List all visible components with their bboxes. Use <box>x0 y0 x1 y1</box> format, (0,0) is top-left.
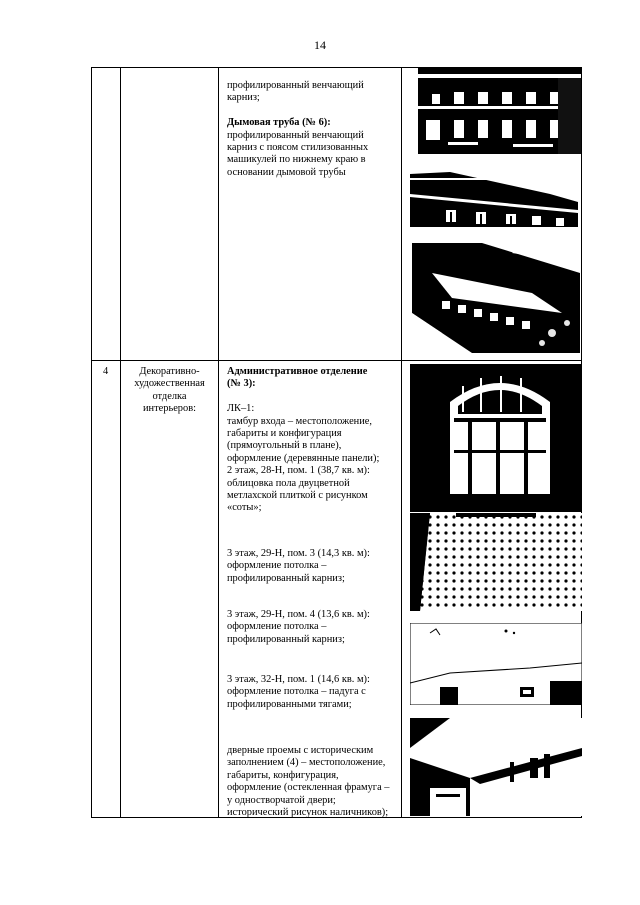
department-heading: Административное отделение <box>227 366 368 377</box>
text-line: метлахской плиткой с рисунком <box>227 490 368 502</box>
text-line: 3 этаж, 32-Н, пом. 1 (14,6 кв. м): <box>227 674 370 685</box>
row-4-block-3 <box>227 609 399 646</box>
text-line: основании дымовой трубы <box>227 166 346 178</box>
text-line: оформление потолка – <box>227 621 327 633</box>
text-line: 3 этаж, 29-Н, пом. 3 (14,3 кв. м): <box>227 548 370 559</box>
text-line: габариты и конфигурация <box>227 428 342 440</box>
text-line: профилированный венчающий <box>227 80 364 91</box>
text-line: габариты, конфигурация, <box>227 769 339 781</box>
text-line: оформление (деревянные панели); <box>227 452 380 464</box>
text-line: карниз с поясом стилизованных <box>227 142 369 154</box>
text-line: оформление потолка – <box>227 560 327 572</box>
text-line: оформление (остекленная фрамуга – <box>227 782 390 794</box>
monuments-table <box>91 67 582 818</box>
page-number: 14 <box>314 38 326 52</box>
text-line: карниз; <box>227 92 260 104</box>
text-line: заполнением (4) – местоположение, <box>227 757 386 769</box>
ceiling-cornice-photo <box>410 623 582 705</box>
entrance-vestibule-photo <box>410 364 582 512</box>
text-line: тамбур входа – местоположение, <box>227 415 373 427</box>
text-line: дверные проемы с историческим <box>227 745 374 756</box>
chimney-heading: Дымовая труба (№ 6): <box>227 117 331 129</box>
building-facade-photo <box>418 68 581 154</box>
row-4-block-5 <box>227 745 399 819</box>
column-divider <box>401 68 402 817</box>
column-divider <box>218 68 219 817</box>
text-line: «соты»; <box>227 502 262 514</box>
text-line: машикулей по нижнему краю в <box>227 154 366 166</box>
text-line: оформление потолка – падуга с <box>227 686 366 698</box>
text-line: облицовка пола двуцветной <box>227 477 350 489</box>
row-number: 4 <box>103 366 109 377</box>
text-line: (прямоугольный в плане), <box>227 440 342 452</box>
text-line: ЛК–1: <box>227 403 255 415</box>
text-line: профилированный венчающий <box>227 129 364 141</box>
category-line: Декоративно- <box>139 366 200 377</box>
row-4-block-2 <box>227 548 399 585</box>
continued-row-text <box>227 80 399 179</box>
ornamental-cornice-photo <box>412 243 580 353</box>
row-4-block-4 <box>227 674 399 711</box>
text-line: 3 этаж, 29-Н, пом. 4 (13,6 кв. м): <box>227 609 370 620</box>
text-line: профилированный карниз; <box>227 633 345 645</box>
text-line: у одностворчатой двери; <box>227 794 336 806</box>
row-divider <box>92 360 581 361</box>
chimney-cornice-photo <box>410 172 578 227</box>
text-line: профилированными тягами; <box>227 698 352 710</box>
category-line: отделка <box>152 390 187 402</box>
department-heading: (№ 3): <box>227 378 256 390</box>
category-line: художественная <box>134 378 205 390</box>
category-line: интерьеров: <box>142 403 196 415</box>
text-line: 2 этаж, 28-Н, пом. 1 (38,7 кв. м): <box>227 465 370 477</box>
text-line: исторический рисунок наличников); <box>227 807 389 819</box>
column-divider <box>120 68 121 817</box>
category-cell <box>121 366 218 416</box>
ceiling-cove-photo <box>410 718 582 816</box>
text-line: профилированный карниз; <box>227 572 345 584</box>
row-4-description <box>227 366 399 515</box>
tiled-floor-photo <box>410 513 582 611</box>
